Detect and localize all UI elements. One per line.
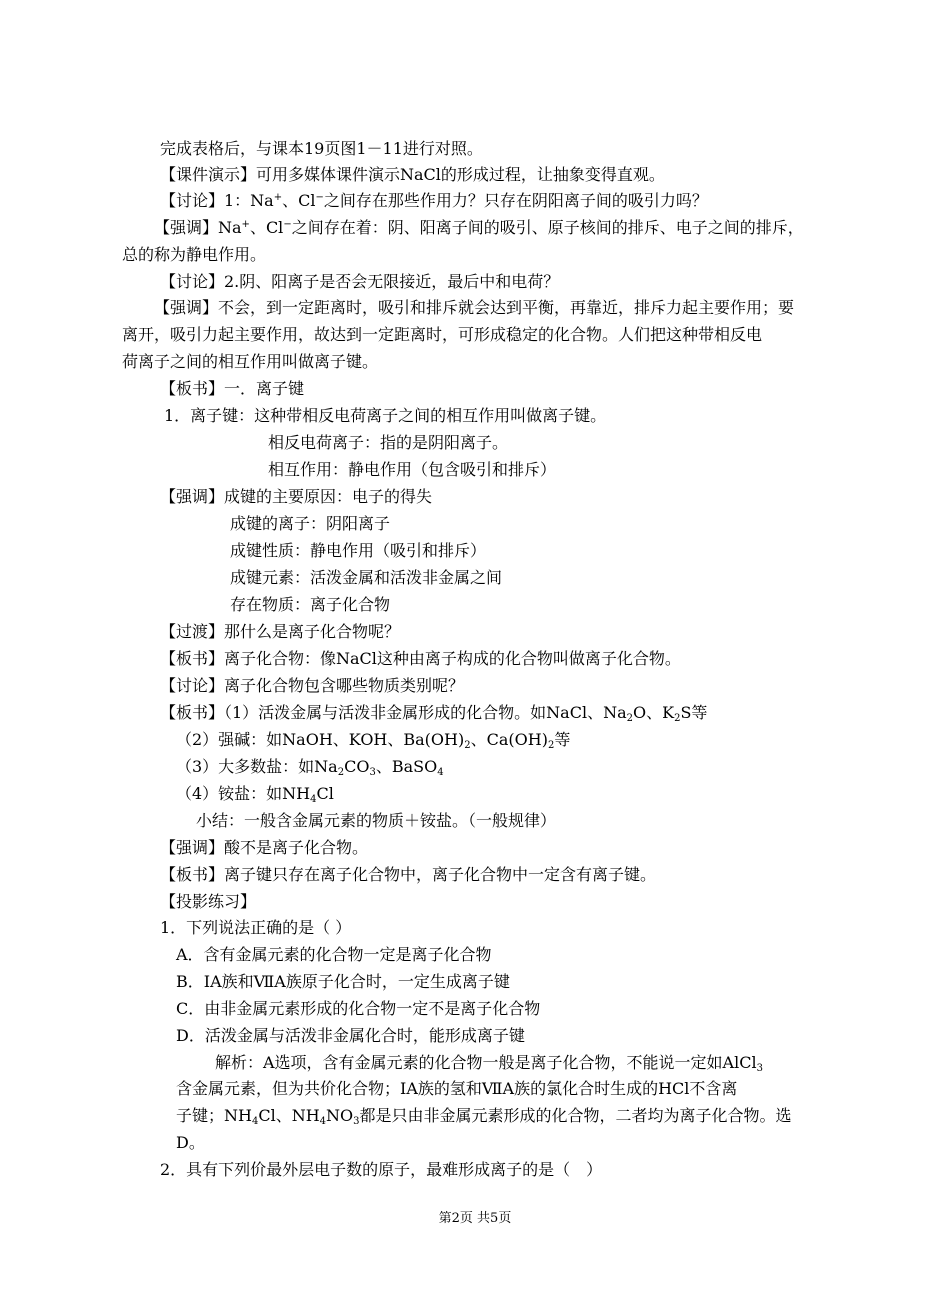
text-line: 【强调】不会，到一定距离时，吸引和排斥就会达到平衡，再靠近，排斥力起主要作用；要	[154, 298, 795, 317]
text-line: 完成表格后，与课本19页图1－11进行对照。	[160, 139, 483, 158]
text-line: 相互作用：静电作用（包含吸引和排斥）	[268, 460, 557, 479]
text-line: 离开，吸引力起主要作用，故达到一定距离时，可形成稳定的化合物。人们把这种带相反电	[122, 325, 763, 344]
text-line: （2）强碱：如NaOH、KOH、$Ba(OH)_2$、$Ca(OH)_2$等	[176, 730, 571, 751]
text-line: 【课件演示】可用多媒体课件演示NaCl的形成过程，让抽象变得直观。	[160, 165, 665, 184]
analysis-line: 解析：A选项，含有金属元素的化合物一般是离子化合物，不能说一定如AlCl$_3$	[215, 1053, 763, 1074]
text-line: 【讨论】离子化合物包含哪些物质类别呢？	[160, 676, 465, 695]
text-line: 存在物质：离子化合物	[230, 595, 391, 614]
text-line: （3）大多数盐：如$Na_2CO_3$、BaSO$_4$	[176, 757, 444, 778]
text-line: 【投影练习】	[160, 892, 257, 911]
text-line: 【板书】离子键只存在离子化合物中，离子化合物中一定含有离子键。	[160, 865, 657, 884]
option-a: A．含有金属元素的化合物一定是离子化合物	[176, 945, 492, 964]
analysis-line: D。	[176, 1133, 205, 1152]
analysis-line: 子键；$NH_4Cl$、$NH_4NO_3$都是只由非金属元素形成的化合物，二者均为离子化合物。选	[176, 1106, 792, 1127]
text-line: 相反电荷离子：指的是阴阳离子。	[268, 433, 509, 452]
question-1: 1．下列说法正确的是（ ）	[160, 918, 352, 937]
text-line: 总的称为静电作用。	[122, 245, 267, 264]
text-line: 荷离子之间的相互作用叫做离子键。	[122, 352, 379, 371]
text-line: 【讨论】1：Na+、Cl−之间存在那些作用力？只存在阴阳离子间的吸引力吗？	[160, 191, 708, 210]
text-line: （4）铵盐：如$NH_4Cl$	[176, 784, 334, 805]
text-line: 1．离子键：这种带相反电荷离子之间的相互作用叫做离子键。	[164, 406, 607, 425]
analysis-line: 含金属元素，但为共价化合物；ⅠA族的氢和ⅦA族的氯化合时生成的HCl不含离	[176, 1079, 738, 1098]
option-b: B．ⅠA族和ⅦA族原子化合时，一定生成离子键	[176, 972, 510, 991]
text-line: 【板书】一．离子键	[160, 379, 305, 398]
text-line: 成键元素：活泼金属和活泼非金属之间	[230, 568, 503, 587]
option-c: C．由非金属元素形成的化合物一定不是离子化合物	[176, 999, 541, 1018]
text-line: 【过渡】那什么是离子化合物呢？	[160, 622, 401, 641]
question-2: 2．具有下列价最外层电子数的原子，最难形成离子的是（ ）	[160, 1160, 603, 1179]
text-line: 成键性质：静电作用（吸引和排斥）	[230, 541, 487, 560]
option-d: D．活泼金属与活泼非金属化合时，能形成离子键	[176, 1026, 525, 1045]
text-line: 小结：一般含金属元素的物质＋铵盐。（一般规律）	[196, 811, 557, 830]
text-line: 【讨论】2.阴、阳离子是否会无限接近，最后中和电荷？	[160, 272, 560, 291]
text-line: 成键的离子：阴阳离子	[230, 514, 391, 533]
text-line: 【板书】离子化合物：像NaCl这种由离子构成的化合物叫做离子化合物。	[160, 649, 681, 668]
text-line: 【强调】Na+、Cl−之间存在着：阴、阳离子间的吸引、原子核间的排斥、电子之间的排斥，	[154, 218, 804, 237]
text-line: 【板书】（1）活泼金属与活泼非金属形成的化合物。如NaCl、$Na_2O$、$K_2S$等	[160, 703, 708, 724]
page-footer: 第2页 共5页	[438, 1211, 512, 1226]
text-line: 【强调】酸不是离子化合物。	[160, 838, 369, 857]
text-line: 【强调】成键的主要原因：电子的得失	[160, 487, 433, 506]
